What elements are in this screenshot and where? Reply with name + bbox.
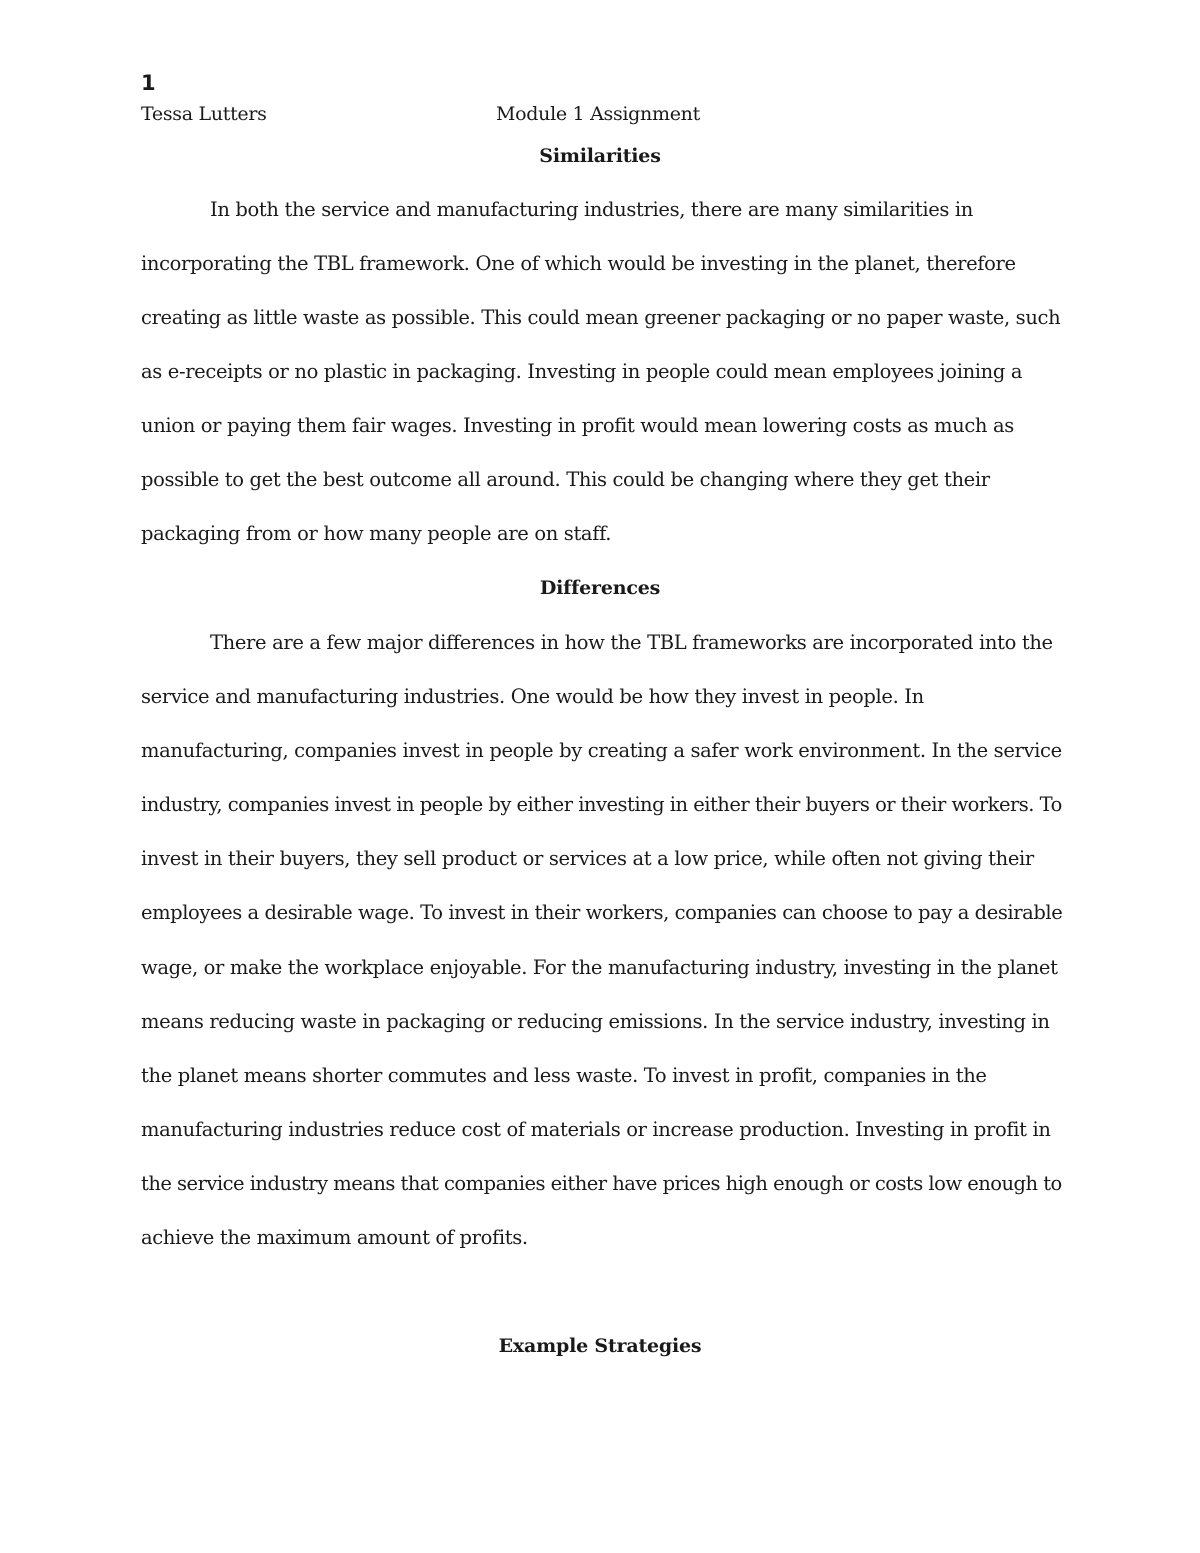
paragraph-line: achieve the maximum amount of profits. (141, 1226, 528, 1249)
section-heading-differences: Differences (539, 577, 661, 599)
section-heading-similarities: Similarities (539, 145, 661, 167)
paragraph-line: as e-receipts or no plastic in packaging. Investing in people could mean employees joining a (141, 360, 1023, 383)
header-author: Tessa Lutters (141, 103, 267, 125)
paragraph-line: the planet means shorter commutes and less waste. To invest in profit, companies in the (141, 1064, 987, 1087)
paragraph-line: industry, companies invest in people by either investing in either their buyers or their workers. To (141, 793, 1062, 816)
paragraph-line: union or paying them fair wages. Investing in profit would mean lowering costs as much as (141, 414, 1014, 437)
paragraph-line: manufacturing industries reduce cost of materials or increase production. Investing in profit in (141, 1118, 1051, 1141)
page-number: 1 (141, 71, 156, 95)
paragraph-line: possible to get the best outcome all around. This could be changing where they get their (141, 468, 990, 491)
paragraph-line: means reducing waste in packaging or reducing emissions. In the service industry, investing in (141, 1010, 1050, 1033)
paragraph-line: manufacturing, companies invest in people by creating a safer work environment. In the service (141, 739, 1062, 762)
paragraph-line: wage, or make the workplace enjoyable. For the manufacturing industry, investing in the planet (141, 956, 1058, 979)
paragraph-line: the service industry means that companies either have prices high enough or costs low enough to (141, 1172, 1062, 1195)
paragraph-line: There are a few major differences in how the TBL frameworks are incorporated into the (210, 631, 1053, 654)
header-title: Module 1 Assignment (496, 103, 700, 125)
paragraph-line: service and manufacturing industries. One would be how they invest in people. In (141, 685, 924, 708)
paragraph-line: packaging from or how many people are on staff. (141, 522, 612, 545)
paragraph-line: invest in their buyers, they sell product or services at a low price, while often not giving their (141, 847, 1034, 870)
paragraph-line: employees a desirable wage. To invest in their workers, companies can choose to pay a desirable (141, 901, 1063, 924)
paragraph-line: creating as little waste as possible. This could mean greener packaging or no paper waste, such (141, 306, 1061, 329)
paragraph-line: incorporating the TBL framework. One of which would be investing in the planet, therefore (141, 252, 1016, 275)
section-heading-example-strategies: Example Strategies (498, 1335, 702, 1357)
paragraph-line: In both the service and manufacturing industries, there are many similarities in (210, 198, 974, 221)
